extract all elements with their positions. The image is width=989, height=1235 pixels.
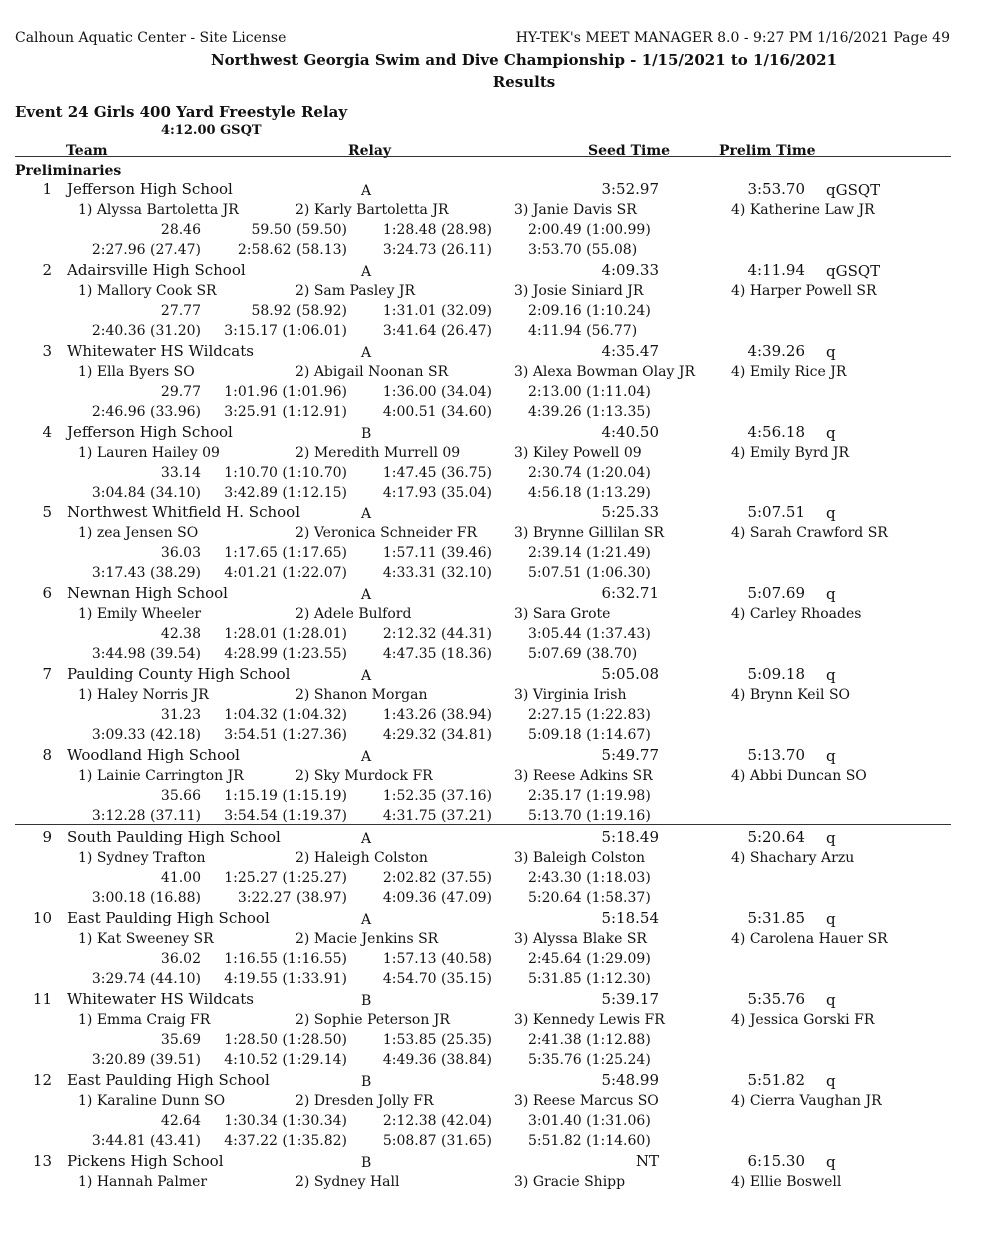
column-header-prelim: Prelim Time [719,143,816,159]
swimmer-name: 2) Macie Jenkins SR [295,931,439,947]
result-entry [0,748,989,829]
team-name: Woodland High School [67,746,240,764]
place-number: 13 [32,1152,52,1170]
relay-letter: A [361,749,372,765]
prelim-time: 4:11.94 [747,261,805,279]
split-time: 4:56.18 (1:13.29) [528,485,651,501]
relay-letter: A [361,668,372,684]
split-time: 2:30.74 (1:20.04) [528,465,651,481]
split-time: 27.77 [160,303,201,319]
seed-time: 4:09.33 [601,261,659,279]
relay-letter: A [361,587,372,603]
prelim-time: 3:53.70 [747,180,805,198]
prelim-time: 5:51.82 [747,1071,805,1089]
place-number: 9 [42,828,52,846]
split-time: 2:46.96 (33.96) [91,404,201,420]
seed-time: 5:39.17 [601,990,659,1008]
team-name: Northwest Whitfield H. School [67,503,300,521]
swimmer-name: 2) Meredith Murrell 09 [295,445,461,461]
relay-letter: B [361,1074,372,1090]
result-entry [0,263,989,344]
place-number: 1 [42,180,52,198]
team-name: East Paulding High School [67,1071,270,1089]
seed-time: 5:25.33 [601,503,659,521]
split-time: 2:27.15 (1:22.83) [528,707,651,723]
qualifier-flag: q [826,991,836,1009]
relay-letter: A [361,183,372,199]
split-time: 3:04.84 (34.10) [91,485,201,501]
qualifier-flag: q [826,343,836,361]
split-time: 1:28.50 (1:28.50) [224,1032,347,1048]
swimmer-name: 2) Sky Murdock FR [295,768,433,784]
swimmer-name: 3) Gracie Shipp [514,1174,626,1190]
swimmer-name: 4) Katherine Law JR [731,202,875,218]
split-time: 3:01.40 (1:31.06) [528,1113,651,1129]
prelim-time: 5:13.70 [747,746,805,764]
split-time: 5:51.82 (1:14.60) [528,1133,651,1149]
section-label: Preliminaries [15,163,122,179]
prelim-time: 4:56.18 [747,423,805,441]
place-number: 11 [32,990,52,1008]
split-time: 3:05.44 (1:37.43) [528,626,651,642]
split-time: 3:29.74 (44.10) [91,971,201,987]
qualifying-standard: 4:12.00 GSQT [161,123,262,138]
swimmer-name: 3) Kiley Powell 09 [514,445,642,461]
swimmer-name: 1) Haley Norris JR [78,687,209,703]
swimmer-name: 2) Sophie Peterson JR [295,1012,450,1028]
result-entry [0,992,989,1073]
split-time: 4:11.94 (56.77) [528,323,638,339]
header-left: Calhoun Aquatic Center - Site License [15,30,287,46]
split-time: 4:47.35 (18.36) [382,646,492,662]
swimmer-name: 1) Mallory Cook SR [78,283,217,299]
place-number: 3 [42,342,52,360]
relay-letter: B [361,1155,372,1171]
split-time: 4:39.26 (1:13.35) [528,404,651,420]
swimmer-name: 4) Ellie Boswell [731,1174,842,1190]
split-time: 4:54.70 (35.15) [382,971,492,987]
swimmer-name: 1) Kat Sweeney SR [78,931,214,947]
split-time: 1:57.11 (39.46) [382,545,492,561]
seed-time: 5:18.49 [601,828,659,846]
split-time: 1:15.19 (1:15.19) [224,788,347,804]
result-entry [0,830,989,911]
split-time: 5:31.85 (1:12.30) [528,971,651,987]
split-time: 2:35.17 (1:19.98) [528,788,651,804]
split-time: 3:54.54 (1:19.37) [224,808,347,824]
result-entry [0,344,989,425]
swimmer-name: 2) Abigail Noonan SR [295,364,449,380]
swimmer-name: 2) Karly Bartoletta JR [295,202,449,218]
split-time: 3:41.64 (26.47) [382,323,492,339]
result-entry [0,505,989,586]
split-time: 3:22.27 (38.97) [237,890,347,906]
result-entry [0,425,989,506]
seed-time: 5:49.77 [601,746,659,764]
split-time: 33.14 [160,465,201,481]
swimmer-name: 2) Haleigh Colston [295,850,428,866]
result-entry [0,1073,989,1154]
split-time: 1:25.27 (1:25.27) [224,870,347,886]
split-time: 4:10.52 (1:29.14) [224,1052,347,1068]
swimmer-name: 3) Virginia Irish [514,687,627,703]
split-time: 1:01.96 (1:01.96) [224,384,347,400]
split-time: 3:12.28 (37.11) [91,808,201,824]
split-time: 1:17.65 (1:17.65) [224,545,347,561]
result-entry [0,182,989,263]
qualifier-flag: q [826,504,836,522]
seed-time: 4:35.47 [601,342,659,360]
seed-time: NT [635,1152,659,1170]
seed-time: 5:05.08 [601,665,659,683]
split-time: 1:52.35 (37.16) [382,788,492,804]
split-time: 3:44.98 (39.54) [91,646,201,662]
split-time: 1:16.55 (1:16.55) [224,951,347,967]
prelim-time: 5:07.51 [747,503,805,521]
team-name: South Paulding High School [67,828,281,846]
split-time: 4:37.22 (1:35.82) [224,1133,347,1149]
swimmer-name: 4) Emily Byrd JR [731,445,850,461]
split-time: 4:29.32 (34.81) [382,727,492,743]
split-time: 5:07.51 (1:06.30) [528,565,651,581]
swimmer-name: 1) Hannah Palmer [78,1174,208,1190]
seed-time: 3:52.97 [601,180,659,198]
qualifier-flag: qGSQT [826,262,881,280]
split-time: 2:58.62 (58.13) [237,242,347,258]
swimmer-name: 1) Lainie Carrington JR [78,768,244,784]
place-number: 5 [42,503,52,521]
split-time: 5:20.64 (1:58.37) [528,890,651,906]
split-time: 3:54.51 (1:27.36) [224,727,347,743]
result-entry [0,1154,989,1235]
swimmer-name: 4) Jessica Gorski FR [731,1012,875,1028]
qualifier-flag: q [826,1153,836,1171]
swimmer-name: 3) Alexa Bowman Olay JR [514,364,695,380]
place-number: 12 [32,1071,52,1089]
split-time: 4:19.55 (1:33.91) [224,971,347,987]
relay-letter: B [361,426,372,442]
swimmer-name: 3) Baleigh Colston [514,850,645,866]
swimmer-name: 1) Ella Byers SO [78,364,195,380]
swimmer-name: 2) Shanon Morgan [295,687,428,703]
place-number: 6 [42,584,52,602]
split-time: 42.64 [160,1113,201,1129]
swimmer-name: 1) zea Jensen SO [78,525,199,541]
split-time: 5:09.18 (1:14.67) [528,727,651,743]
swimmer-name: 2) Sam Pasley JR [295,283,416,299]
split-time: 42.38 [160,626,201,642]
split-time: 1:10.70 (1:10.70) [224,465,347,481]
split-time: 3:15.17 (1:06.01) [224,323,347,339]
split-time: 1:36.00 (34.04) [382,384,492,400]
team-name: Adairsville High School [67,261,246,279]
swimmer-name: 4) Harper Powell SR [731,283,877,299]
split-time: 1:28.48 (28.98) [382,222,492,238]
qualifier-flag: q [826,666,836,684]
split-time: 4:31.75 (37.21) [382,808,492,824]
seed-time: 5:48.99 [601,1071,659,1089]
split-time: 28.46 [160,222,201,238]
swimmer-name: 1) Alyssa Bartoletta JR [78,202,239,218]
swimmer-name: 2) Veronica Schneider FR [295,525,478,541]
split-time: 3:09.33 (42.18) [91,727,201,743]
split-time: 2:43.30 (1:18.03) [528,870,651,886]
swimmer-name: 4) Emily Rice JR [731,364,847,380]
result-entry [0,586,989,667]
split-time: 29.77 [160,384,201,400]
swimmer-name: 4) Carolena Hauer SR [731,931,888,947]
team-name: East Paulding High School [67,909,270,927]
split-time: 41.00 [160,870,201,886]
split-time: 3:42.89 (1:12.15) [224,485,347,501]
split-time: 5:35.76 (1:25.24) [528,1052,651,1068]
split-time: 4:49.36 (38.84) [382,1052,492,1068]
split-time: 59.50 (59.50) [251,222,347,238]
split-time: 5:08.87 (31.65) [382,1133,492,1149]
split-time: 3:44.81 (43.41) [91,1133,201,1149]
prelim-time: 5:31.85 [747,909,805,927]
swimmer-name: 3) Kennedy Lewis FR [514,1012,665,1028]
team-name: Whitewater HS Wildcats [67,990,254,1008]
team-name: Newnan High School [67,584,228,602]
swimmer-name: 4) Sarah Crawford SR [731,525,888,541]
prelim-time: 5:35.76 [747,990,805,1008]
swimmer-name: 4) Cierra Vaughan JR [731,1093,882,1109]
split-time: 2:12.38 (42.04) [382,1113,492,1129]
split-time: 3:17.43 (38.29) [91,565,201,581]
split-time: 4:28.99 (1:23.55) [224,646,347,662]
split-time: 1:28.01 (1:28.01) [224,626,347,642]
seed-time: 4:40.50 [601,423,659,441]
split-time: 5:07.69 (38.70) [528,646,638,662]
split-time: 3:53.70 (55.08) [528,242,638,258]
split-time: 4:00.51 (34.60) [382,404,492,420]
split-time: 2:09.16 (1:10.24) [528,303,651,319]
split-time: 2:12.32 (44.31) [382,626,492,642]
team-name: Jefferson High School [67,180,233,198]
swimmer-name: 3) Josie Siniard JR [514,283,644,299]
prelim-time: 4:39.26 [747,342,805,360]
team-name: Jefferson High School [67,423,233,441]
split-time: 2:41.38 (1:12.88) [528,1032,651,1048]
split-time: 2:13.00 (1:11.04) [528,384,651,400]
split-time: 3:24.73 (26.11) [382,242,492,258]
split-time: 2:02.82 (37.55) [382,870,492,886]
results-subtitle: Results [492,73,556,91]
place-number: 4 [42,423,52,441]
separator-rule [15,824,951,825]
swimmer-name: 3) Alyssa Blake SR [514,931,647,947]
split-time: 3:00.18 (16.88) [91,890,201,906]
qualifier-flag: q [826,585,836,603]
swimmer-name: 2) Sydney Hall [295,1174,400,1190]
result-entry [0,667,989,748]
relay-letter: A [361,345,372,361]
swimmer-name: 4) Carley Rhoades [731,606,862,622]
result-entry [0,911,989,992]
header-right: HY-TEK's MEET MANAGER 8.0 - 9:27 PM 1/16/2021 Page 49 [515,30,950,46]
swimmer-name: 2) Adele Bulford [295,606,412,622]
seed-time: 6:32.71 [601,584,659,602]
swimmer-name: 4) Brynn Keil SO [731,687,851,703]
qualifier-flag: q [826,1072,836,1090]
swimmer-name: 1) Karaline Dunn SO [78,1093,226,1109]
split-time: 4:33.31 (32.10) [382,565,492,581]
split-time: 2:39.14 (1:21.49) [528,545,651,561]
split-time: 4:01.21 (1:22.07) [224,565,347,581]
split-time: 36.03 [160,545,201,561]
column-header-relay: Relay [348,143,392,159]
column-header-seed: Seed Time [588,143,671,159]
split-time: 4:17.93 (35.04) [382,485,492,501]
relay-letter: A [361,506,372,522]
split-time: 36.02 [160,951,201,967]
split-time: 1:57.13 (40.58) [382,951,492,967]
seed-time: 5:18.54 [601,909,659,927]
split-time: 31.23 [160,707,201,723]
swimmer-name: 4) Abbi Duncan SO [731,768,867,784]
qualifier-flag: q [826,910,836,928]
relay-letter: A [361,831,372,847]
swimmer-name: 3) Sara Grote [514,606,611,622]
relay-letter: A [361,912,372,928]
swimmer-name: 1) Sydney Trafton [78,850,206,866]
place-number: 8 [42,746,52,764]
qualifier-flag: q [826,829,836,847]
swimmer-name: 2) Dresden Jolly FR [295,1093,434,1109]
place-number: 2 [42,261,52,279]
split-time: 35.66 [160,788,201,804]
qualifier-flag: q [826,747,836,765]
split-time: 2:40.36 (31.20) [91,323,201,339]
qualifier-flag: qGSQT [826,181,881,199]
split-time: 2:00.49 (1:00.99) [528,222,651,238]
split-time: 1:43.26 (38.94) [382,707,492,723]
team-name: Paulding County High School [67,665,291,683]
qualifier-flag: q [826,424,836,442]
split-time: 3:20.89 (39.51) [91,1052,201,1068]
swimmer-name: 3) Brynne Gillilan SR [514,525,664,541]
event-title: Event 24 Girls 400 Yard Freestyle Relay [15,103,348,121]
split-time: 1:31.01 (32.09) [382,303,492,319]
split-time: 58.92 (58.92) [251,303,347,319]
split-time: 1:04.32 (1:04.32) [224,707,347,723]
swimmer-name: 3) Reese Marcus SO [514,1093,659,1109]
place-number: 7 [42,665,52,683]
split-time: 2:27.96 (27.47) [91,242,201,258]
relay-letter: A [361,264,372,280]
swimmer-name: 1) Emma Craig FR [78,1012,211,1028]
team-name: Pickens High School [67,1152,224,1170]
header-rule [15,156,951,157]
place-number: 10 [32,909,52,927]
swimmer-name: 3) Janie Davis SR [514,202,637,218]
relay-letter: B [361,993,372,1009]
split-time: 2:45.64 (1:29.09) [528,951,651,967]
prelim-time: 5:20.64 [747,828,805,846]
swimmer-name: 4) Shachary Arzu [731,850,855,866]
split-time: 1:47.45 (36.75) [382,465,492,481]
column-header-team: Team [66,143,108,159]
swimmer-name: 1) Emily Wheeler [78,606,202,622]
split-time: 5:13.70 (1:19.16) [528,808,651,824]
prelim-time: 5:07.69 [747,584,805,602]
prelim-time: 5:09.18 [747,665,805,683]
split-time: 3:25.91 (1:12.91) [224,404,347,420]
meet-title: Northwest Georgia Swim and Dive Championship - 1/15/2021 to 1/16/2021 [210,51,838,69]
split-time: 1:53.85 (25.35) [382,1032,492,1048]
split-time: 4:09.36 (47.09) [382,890,492,906]
split-time: 35.69 [160,1032,201,1048]
split-time: 1:30.34 (1:30.34) [224,1113,347,1129]
swimmer-name: 1) Lauren Hailey 09 [78,445,220,461]
prelim-time: 6:15.30 [747,1152,805,1170]
team-name: Whitewater HS Wildcats [67,342,254,360]
swimmer-name: 3) Reese Adkins SR [514,768,653,784]
